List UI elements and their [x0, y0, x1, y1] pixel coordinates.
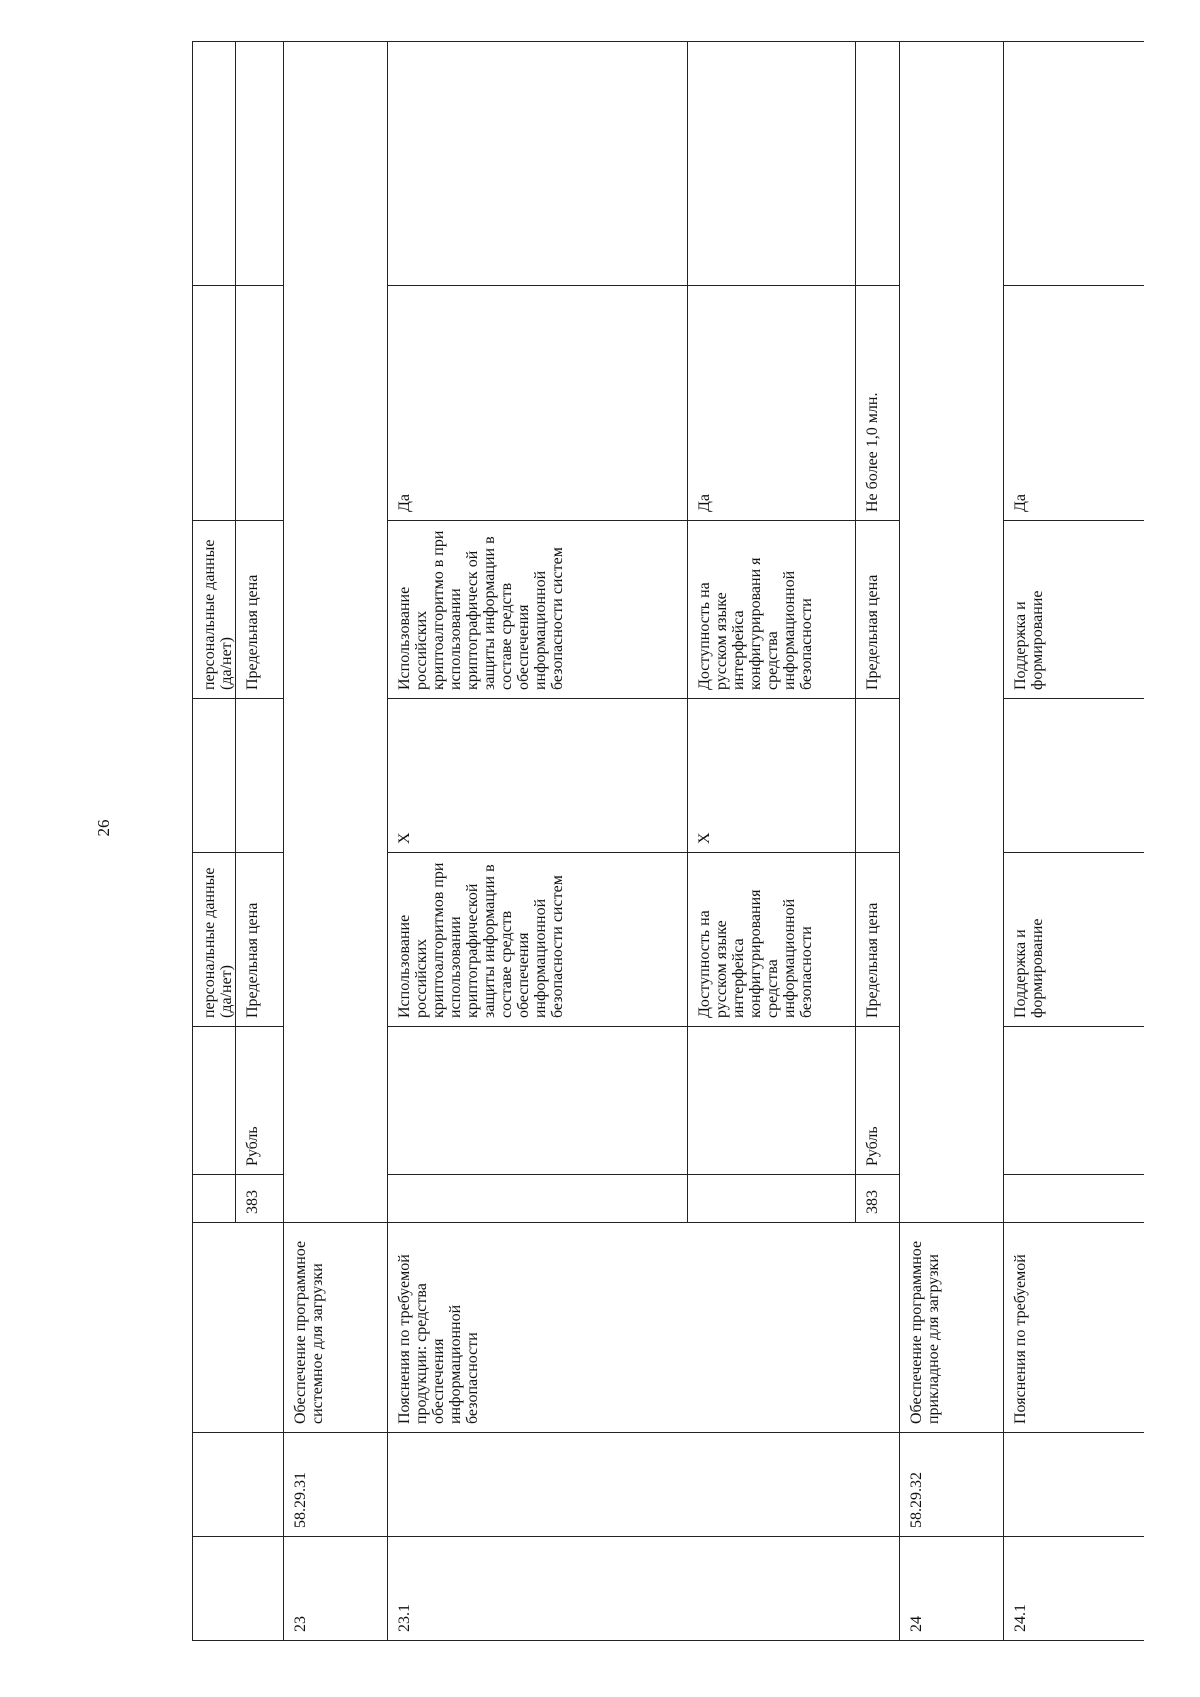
product-name: Обеспечение программное прикладное для загрузки [900, 1223, 1004, 1433]
product-explanation: Пояснения по требуемой [1004, 1223, 1144, 1433]
table-row [1004, 42, 1144, 1641]
header-param-b: персональные данные (да/нет) [193, 521, 236, 699]
product-name: Обеспечение программное системное для загрузки [284, 1223, 388, 1433]
characteristic-a: Доступность на русском языке интерфейса конфигурирования средства информационной безопасности [688, 853, 856, 1027]
unit: Рубль [856, 1027, 900, 1175]
table-row [284, 42, 388, 1641]
header-price-row [236, 42, 284, 1641]
row-number: 24.1 [1004, 1537, 1144, 1641]
page-number: 26 [94, 819, 113, 837]
rotated-table-container [192, 42, 1138, 1641]
header-continuation-row [193, 42, 236, 1641]
price-b: Предельная цена [856, 521, 900, 699]
okei-code: 383 [856, 1175, 900, 1223]
price-b-value: Не более 1,0 млн. [856, 286, 900, 521]
header-okei-code: 383 [236, 1175, 284, 1223]
table-row [388, 42, 688, 1641]
okpd-code: 58.29.31 [284, 1433, 388, 1537]
row-number: 23.1 [388, 1537, 900, 1641]
row-number: 23 [284, 1537, 388, 1641]
header-param-a: персональные данные (да/нет) [193, 853, 236, 1027]
value-b: Да [688, 286, 856, 521]
characteristic-b: Использование российских криптоалгоритмо в при использовании криптографическ ой защиты информации в составе средств обеспечения информационной безопасности систем [388, 521, 688, 699]
product-explanation: Пояснения по требуемой продукции: средства обеспечения информационной безопасности [388, 1223, 900, 1433]
value-b: Да [1004, 286, 1144, 521]
okpd-code: 58.29.32 [900, 1433, 1004, 1537]
row-number: 24 [900, 1537, 1004, 1641]
characteristic-b: Поддержка и формирование [1004, 521, 1144, 699]
value-a: Х [388, 699, 688, 853]
characteristic-b: Доступность на русском языке интерфейса конфигурировани я средства информационной безопасности [688, 521, 856, 699]
header-price-b: Предельная цена [236, 521, 284, 699]
table-row [900, 42, 1004, 1641]
characteristic-a: Использование российских криптоалгоритмов при использовании криптографической защиты информации в составе средств обеспечения информационной безопасности систем [388, 853, 688, 1027]
price-a: Предельная цена [856, 853, 900, 1027]
value-a: Х [688, 699, 856, 853]
requirements-table [192, 41, 1144, 1641]
value-b: Да [388, 286, 688, 521]
header-price-a: Предельная цена [236, 853, 284, 1027]
characteristic-a: Поддержка и формирование [1004, 853, 1144, 1027]
header-unit: Рубль [236, 1027, 284, 1175]
